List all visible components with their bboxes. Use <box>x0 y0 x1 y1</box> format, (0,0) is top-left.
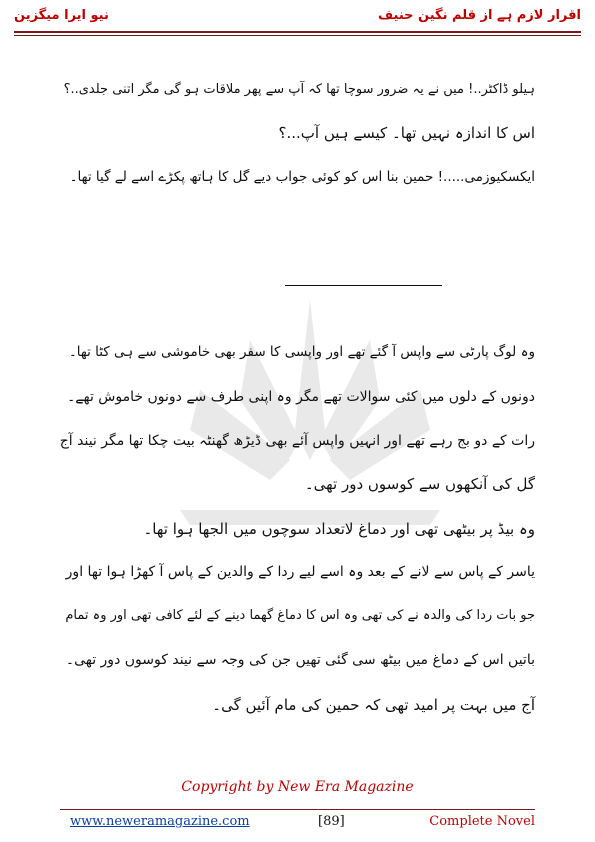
text-line-11: باتیں اس کے دماغ میں بیٹھ سی گئی تھیں جن کی وجہ سے نیند کوسوں دور تھی۔ <box>65 652 535 668</box>
text-line-3: ایکسکیوزمی.....! حمین بنا اس کو کوئی جواب دیے گل کا ہاتھ پکڑے اسے لے گیا تھا۔ <box>69 169 535 185</box>
header-rule-thin <box>14 35 581 36</box>
magazine-title: نیو ایرا میگزین <box>14 8 109 23</box>
novel-title: اقرار لازم ہے از قلم نگین حنیف <box>378 8 581 23</box>
page-header <box>14 8 581 30</box>
text-line-9: یاسر کے پاس سے لانے کے بعد وہ اسے لیے ردا کے والدین کے پاس آ کھڑا ہوا تھا اور <box>65 564 535 580</box>
page-footer <box>60 814 535 834</box>
section-divider <box>285 285 442 286</box>
text-line-7: گل کی آنکھوں سے کوسوں دور تھی۔ <box>304 475 535 493</box>
page-number: [89] <box>318 814 345 829</box>
text-line-6: رات کے دو بج رہے تھے اور انہیں واپس آئے بھی ڈیڑھ گھنٹہ بیت چکا تھا مگر نیند آج <box>59 433 535 449</box>
text-line-12: آج میں بہت پر امید تھی کہ حمین کی مام آئیں گی۔ <box>212 696 535 714</box>
header-rule <box>14 31 581 33</box>
text-line-2: اس کا اندازہ نہیں تھا۔ کیسے ہیں آپ...؟ <box>278 124 535 142</box>
copyright-notice: Copyright by New Era Magazine <box>181 779 414 795</box>
text-line-4: وہ لوگ پارٹی سے واپس آ گئے تھے اور واپسی کا سفر بھی خاموشی سے ہی کٹا تھا۔ <box>68 344 535 360</box>
text-line-10: جو بات ردا کی والدہ نے کی تھی وہ اس کا دماغ گھما دینے کے لئے کافی تھی اور وہ تمام <box>65 608 535 623</box>
text-line-5: دونوں کے دلوں میں کئی سوالات تھے مگر وہ اپنی طرف سے دونوں خاموش تھے۔ <box>67 389 535 405</box>
website-link[interactable]: www.neweramagazine.com <box>70 814 250 829</box>
footer-rule <box>60 809 535 810</box>
text-line-1: ہیلو ڈاکٹر..! میں نے یہ ضرور سوچا تھا کہ آپ سے پھر ملاقات ہو گی مگر اتنی جلدی..؟ <box>63 82 535 97</box>
footer-category: Complete Novel <box>429 814 535 829</box>
text-line-8: وہ بیڈ پر بیٹھی تھی اور دماغ لاتعداد سوچوں میں الجھا ہوا تھا۔ <box>143 520 535 538</box>
